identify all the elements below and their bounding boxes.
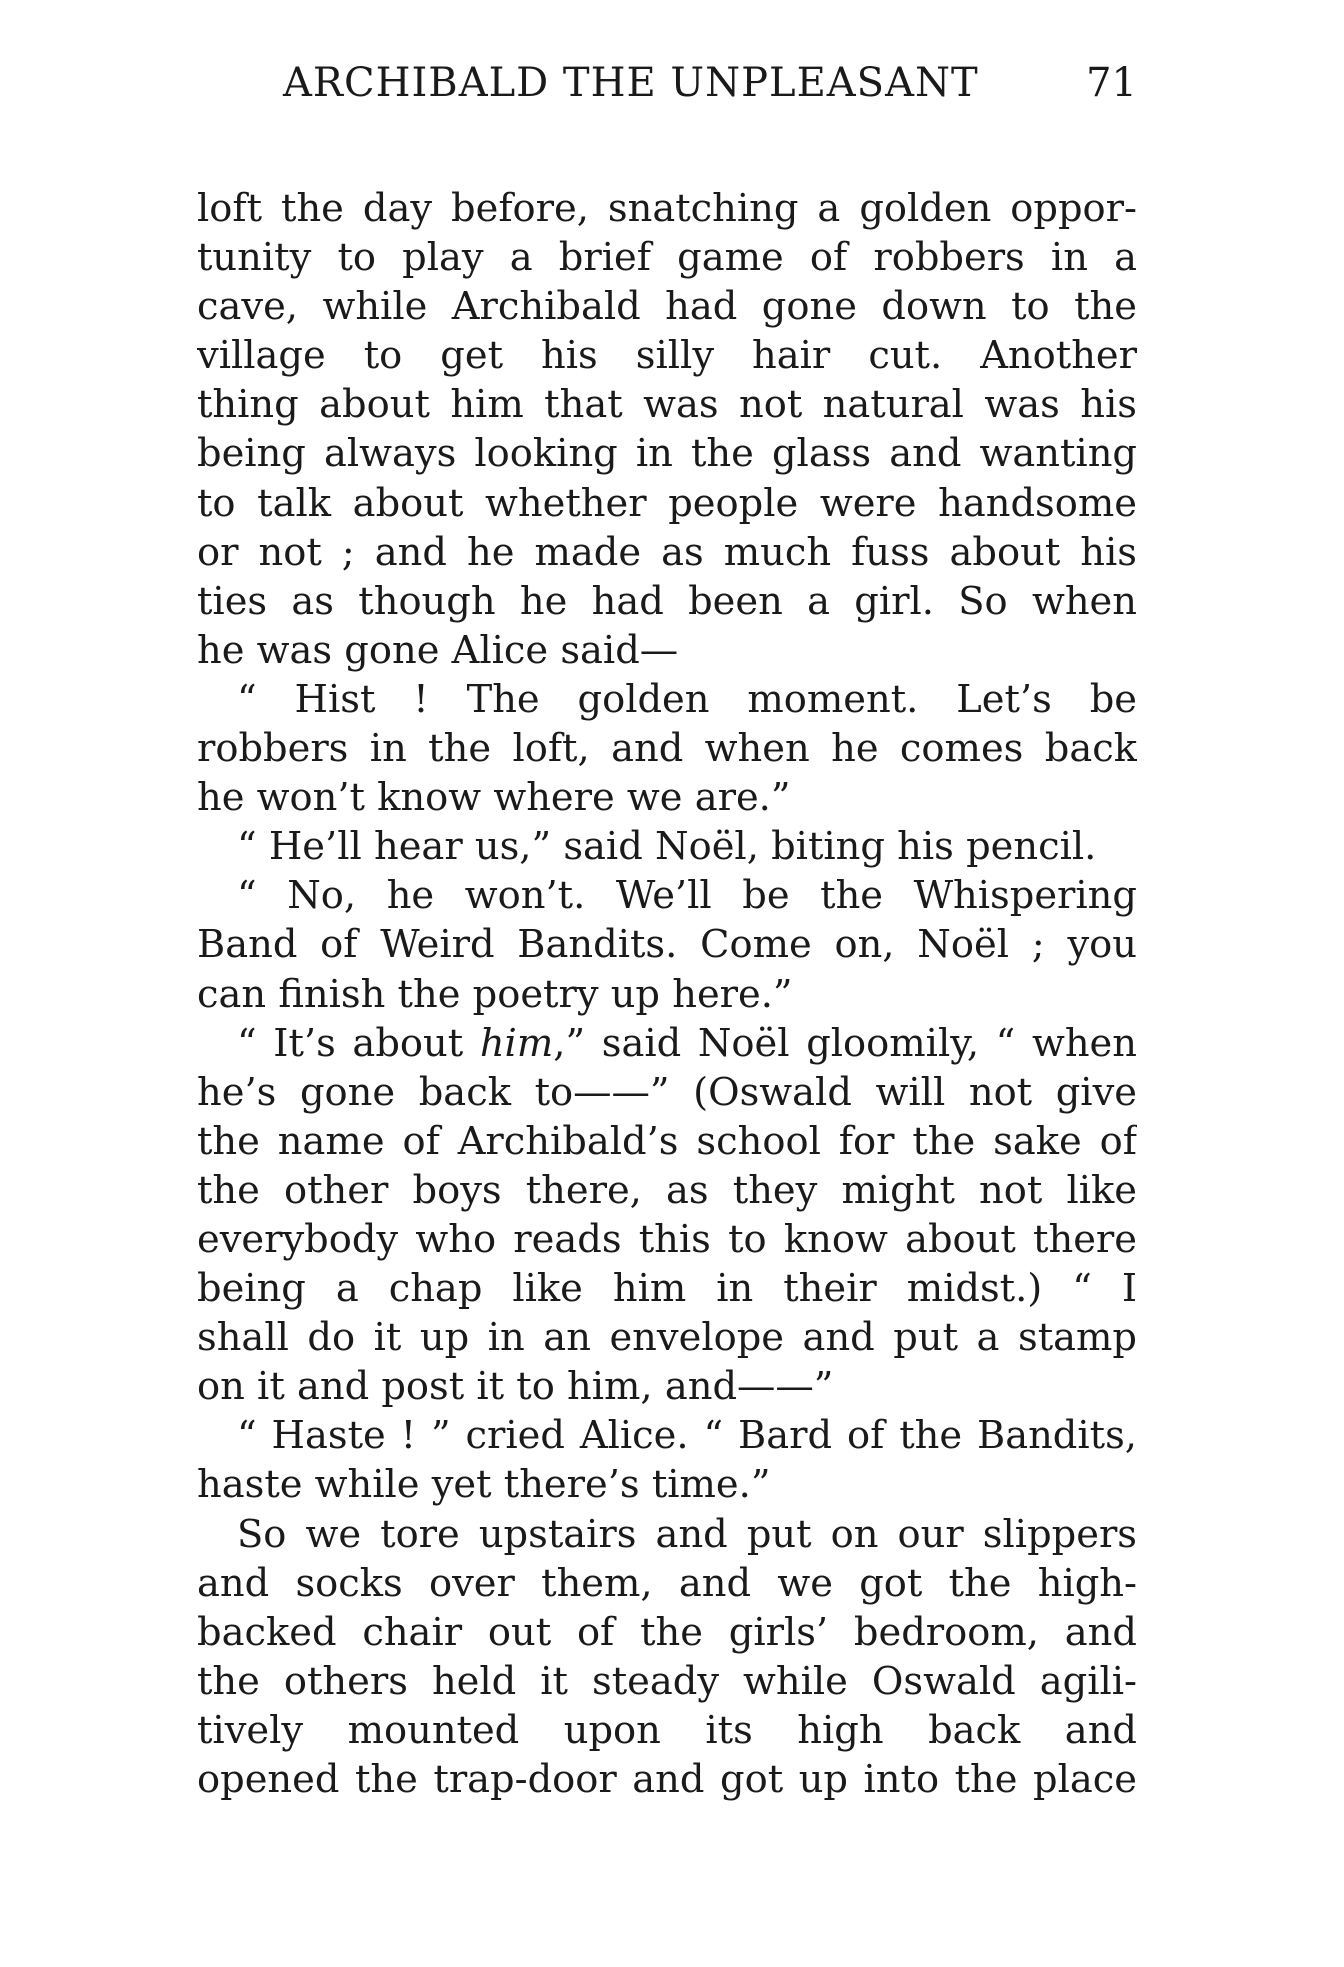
text-line: cave, while Archibald had gone down to the: [197, 284, 1137, 330]
running-title: ARCHIBALD THE UNPLEASANT: [283, 60, 979, 106]
text-line: the other boys there, as they might not like: [197, 1167, 1137, 1213]
text-line: to talk about whether people were handsome: [197, 480, 1137, 526]
text-line: he’s gone back to——” (Oswald will not give: [197, 1069, 1137, 1115]
text-line: opened the trap-door and got up into the place: [197, 1757, 1137, 1802]
text-line: tunity to play a brief game of robbers in a: [197, 235, 1137, 281]
text-line: haste while yet there’s time.”: [197, 1462, 771, 1508]
text-line: on it and post it to him, and——”: [197, 1364, 834, 1410]
text-line: “ Haste ! ” cried Alice. “ Bard of the Bandits,: [237, 1413, 1137, 1459]
book-page: [197, 60, 1137, 1804]
text-line: “ No, he won’t. We’ll be the Whispering: [237, 873, 1137, 919]
text-line: he won’t know where we are.”: [197, 775, 791, 821]
running-header: [197, 60, 1137, 138]
text-line: the others held it steady while Oswald agili-: [197, 1658, 1137, 1704]
text-line: ties as though he had been a girl. So when: [197, 578, 1137, 624]
text-line: So we tore upstairs and put on our slippers: [237, 1511, 1137, 1557]
text-line: robbers in the loft, and when he comes back: [197, 726, 1137, 772]
text-line: can finish the poetry up here.”: [197, 971, 793, 1017]
text-line: everybody who reads this to know about there: [197, 1216, 1137, 1262]
text-line: loft the day before, snatching a golden oppor-: [197, 186, 1137, 231]
text-line: or not ; and he made as much fuss about his: [197, 529, 1137, 575]
text-line: backed chair out of the girls’ bedroom, and: [197, 1609, 1137, 1655]
text-line: village to get his silly hair cut. Another: [197, 333, 1137, 379]
text-line: he was gone Alice said—: [197, 627, 679, 673]
text-line: “ It’s about him,” said Noël gloomily, “ when: [237, 1020, 1137, 1066]
text-line: the name of Archibald’s school for the sake of: [197, 1118, 1137, 1164]
text-line: thing about him that was not natural was his: [197, 382, 1137, 428]
text-line: being a chap like him in their midst.) “ I: [197, 1266, 1137, 1312]
text-line: Band of Weird Bandits. Come on, Noël ; you: [197, 922, 1137, 968]
text-line: “ He’ll hear us,” said Noël, biting his pencil.: [237, 824, 1097, 870]
text-line: shall do it up in an envelope and put a stamp: [197, 1315, 1137, 1361]
page-number: 71: [1086, 60, 1137, 106]
text-line: “ Hist ! The golden moment. Let’s be: [237, 676, 1137, 722]
text-line: tively mounted upon its high back and: [197, 1707, 1137, 1753]
text-line: and socks over them, and we got the high-: [197, 1560, 1137, 1606]
body-text: [197, 184, 1137, 1804]
text-line: being always looking in the glass and wanting: [197, 431, 1137, 477]
